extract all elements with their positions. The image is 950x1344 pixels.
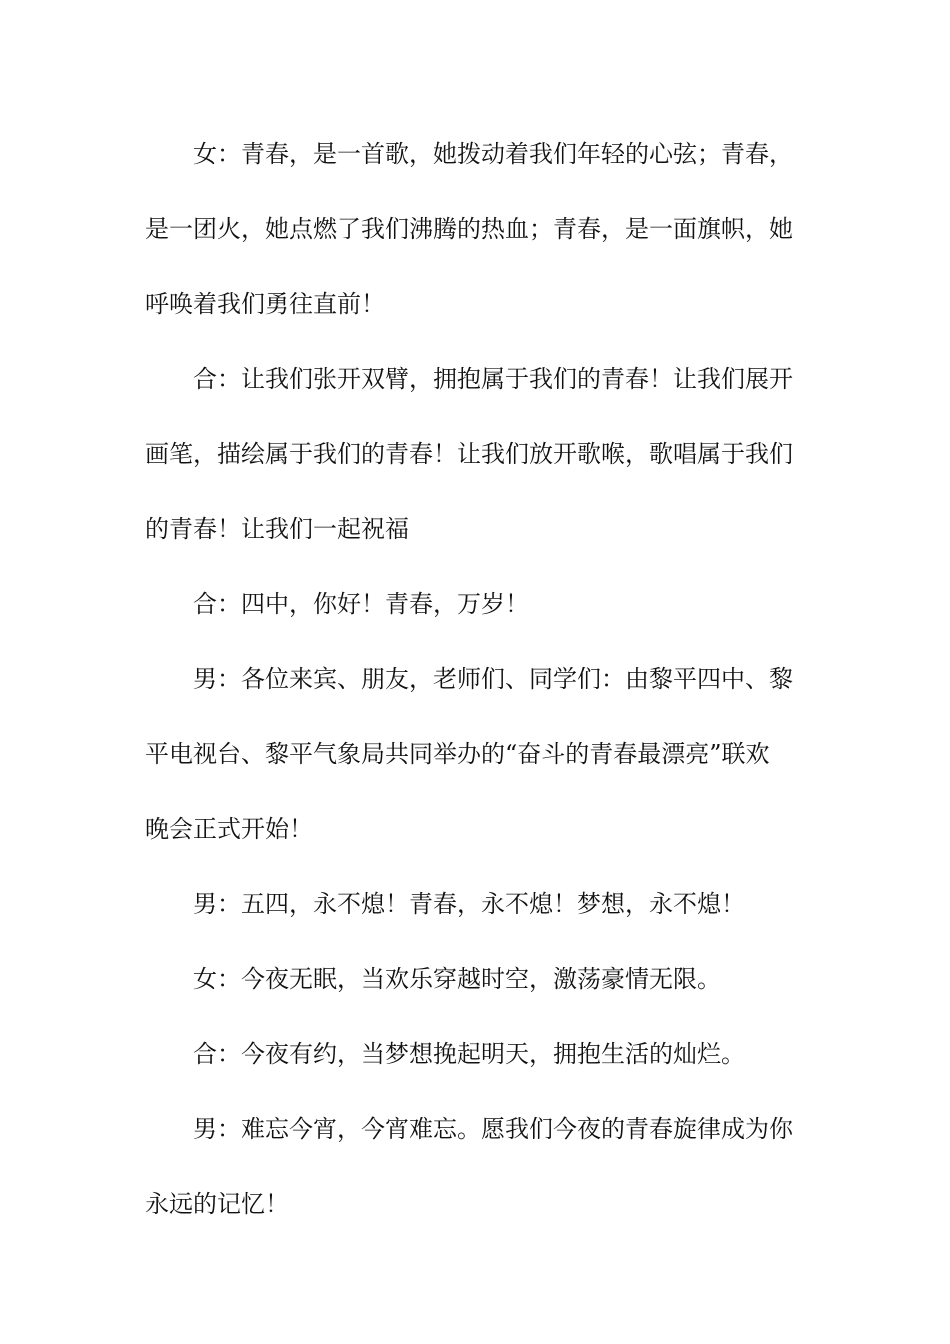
paragraph-line: 女：今夜无眠，当欢乐穿越时空，激荡豪情无限。 [193, 965, 721, 993]
paragraph-line: 呼唤着我们勇往直前！ [145, 290, 385, 318]
paragraph-line: 合：四中，你好！青春，万岁！ [193, 590, 529, 618]
paragraph-line: 的青春！让我们一起祝福 [145, 515, 409, 543]
paragraph-line: 画笔，描绘属于我们的青春！让我们放开歌喉，歌唱属于我们 [145, 440, 793, 468]
paragraph-line: 男：各位来宾、朋友，老师们、同学们：由黎平四中、黎 [193, 665, 793, 693]
paragraph-line: 男：难忘今宵，今宵难忘。愿我们今夜的青春旋律成为你 [193, 1115, 793, 1143]
paragraph-line: 合：让我们张开双臂，拥抱属于我们的青春！让我们展开 [193, 365, 793, 393]
script-text [145, 130, 810, 1255]
paragraph-line: 女：青春，是一首歌，她拨动着我们年轻的心弦；青春， [193, 140, 793, 168]
paragraph-line: 平电视台、黎平气象局共同举办的“奋斗的青春最漂亮”联欢 [145, 740, 770, 768]
paragraph-line: 男：五四，永不熄！青春，永不熄！梦想，永不熄！ [193, 890, 745, 918]
paragraph-line: 永远的记忆！ [145, 1190, 289, 1218]
paragraph-line: 是一团火，她点燃了我们沸腾的热血；青春，是一面旗帜，她 [145, 215, 793, 243]
paragraph-line: 晚会正式开始！ [145, 815, 313, 843]
paragraph-line: 合：今夜有约，当梦想挽起明天，拥抱生活的灿烂。 [193, 1040, 745, 1068]
